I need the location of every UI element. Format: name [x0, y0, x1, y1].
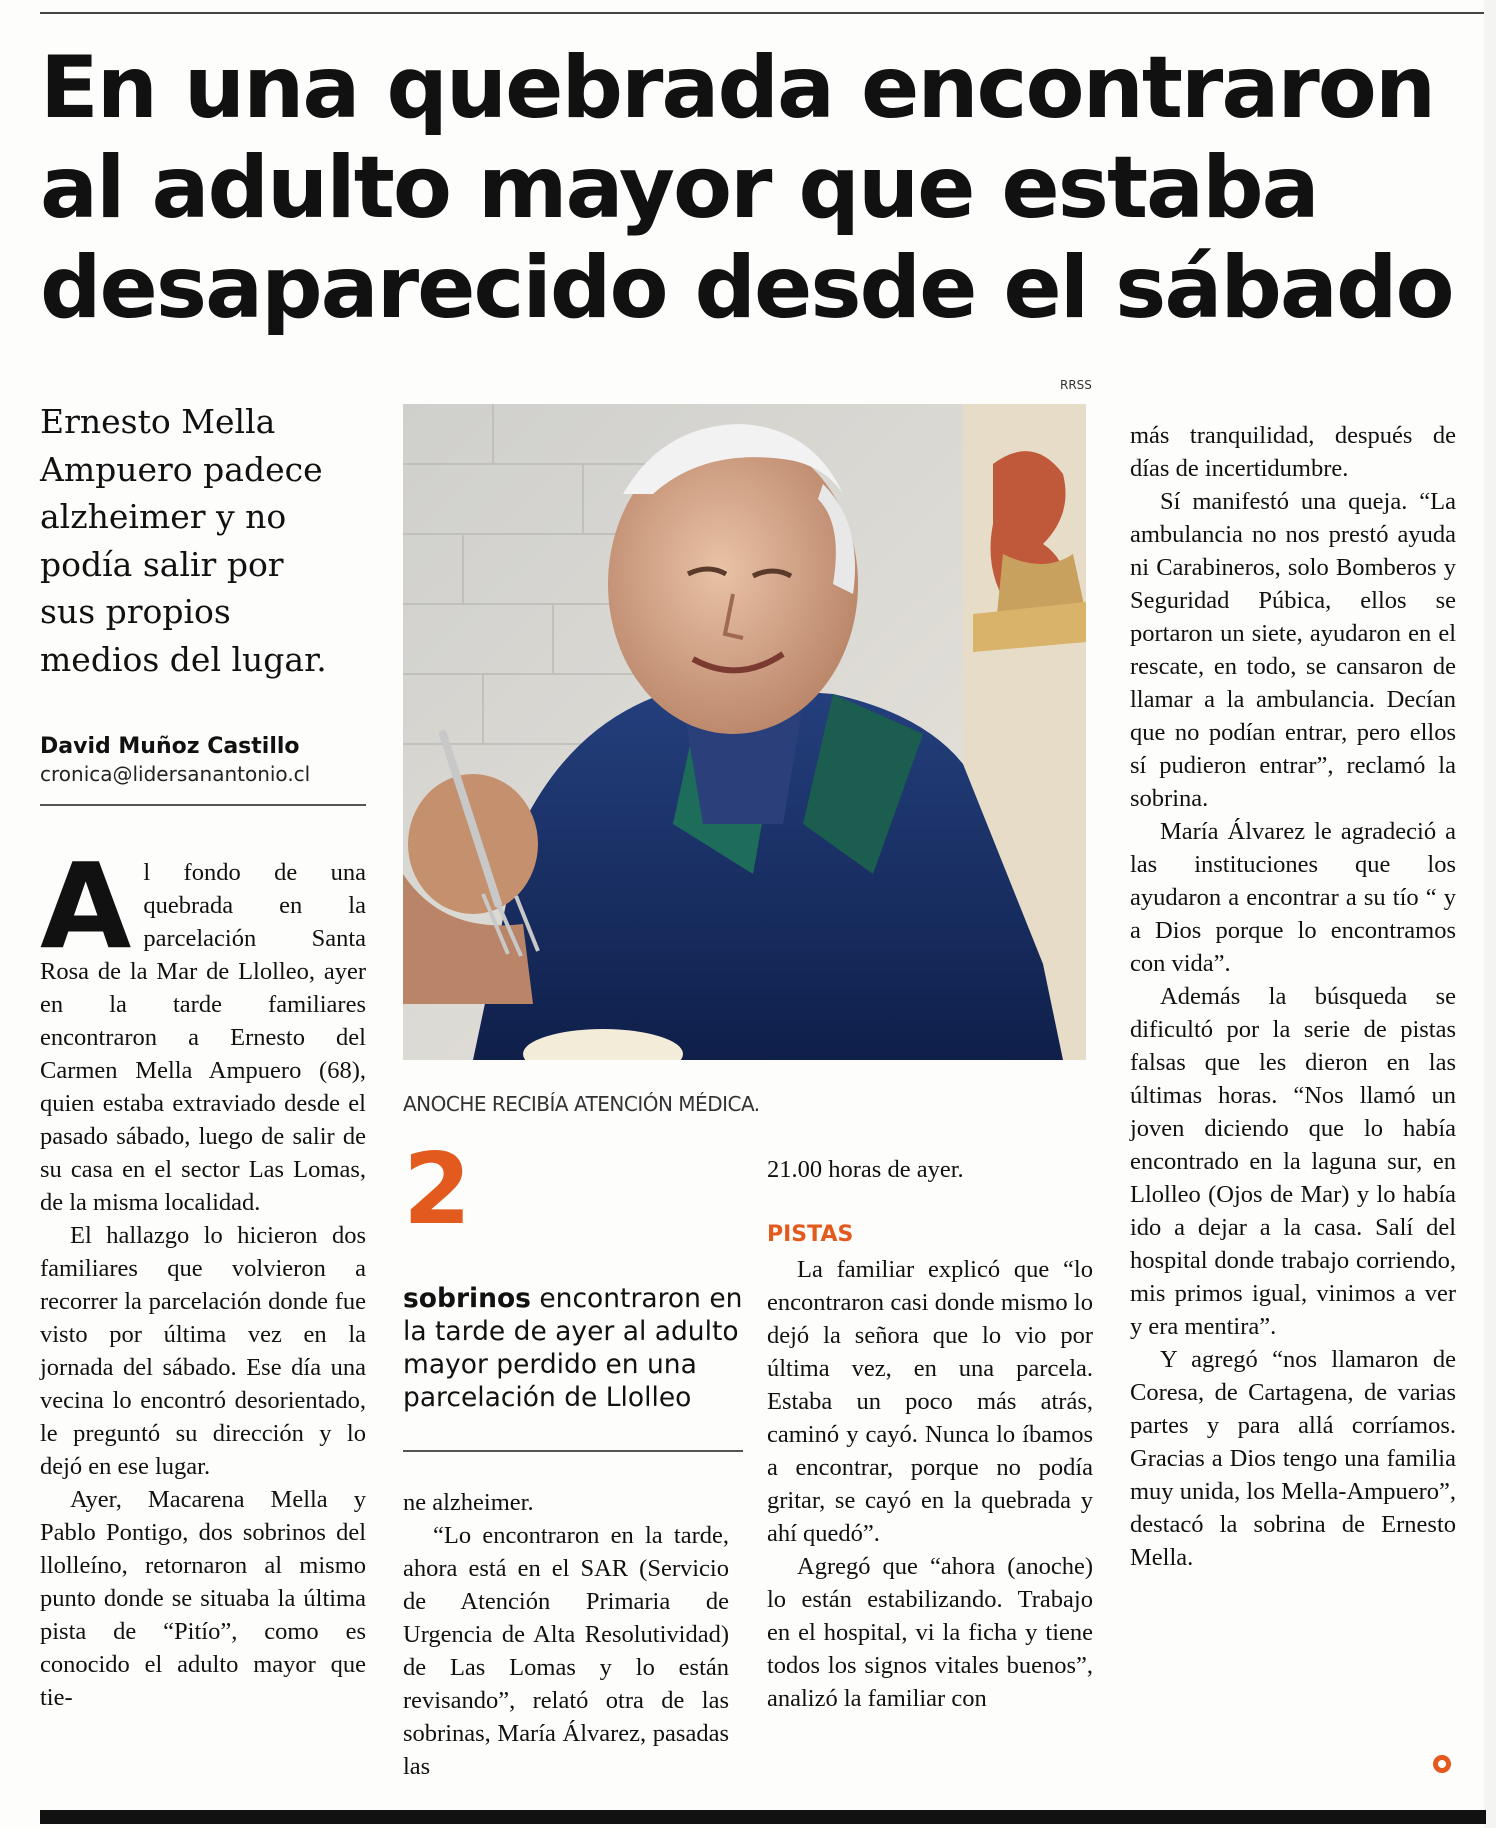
fact-description: encontraron en la tarde de ayer al adulto mayor perdido en una parcelación de Llolleo [403, 1283, 743, 1413]
paragraph: Sí manifestó una queja. “La ambulancia no nos prestó ayuda ni Carabineros, solo Bomberos y Seguridad Púbica, ellos se portaron un siete, ayudaron en el rescate, en todo, se cansaron de llamar a la ambulancia. Decían que no podían entrar, pero ellos sí pudieron entrar”, reclamó la sobrina. [1130, 488, 1456, 812]
article-photo [403, 404, 1086, 1060]
paragraph: más tranquilidad, después de días de incertidumbre. [1130, 422, 1456, 482]
top-rule [40, 12, 1496, 14]
bottom-rule [40, 1810, 1486, 1824]
deck-summary [40, 398, 380, 683]
fact-divider [403, 1450, 743, 1452]
paragraph: Agregó que “ahora (anoche) lo están estabilizando. Trabajo en el hospital, vi la ficha y tiene todos los signos vitales buenos”, analizó la familiar con [767, 1553, 1093, 1712]
body-column-2 [403, 1486, 729, 1783]
photo-caption: ANOCHE RECIBÍA ATENCIÓN MÉDICA. [403, 1092, 760, 1116]
end-of-article-icon [1433, 1755, 1451, 1773]
body-column-3 [767, 1153, 1093, 1186]
drop-cap: A [40, 837, 132, 975]
fact-number: 2 [403, 1133, 472, 1247]
paragraph: Y agregó “nos llamaron de Coresa, de Cartagena, de varias partes y para allá corríamos. Gracias a Dios tengo una familia muy unida, los Mella-Ampuero”, destacó la sobrina de Ernesto Mella. [1130, 1346, 1456, 1571]
paragraph: “Lo encontraron en la tarde, ahora está en el SAR (Servicio de Atención Primaria de Urgencia de Alta Resolutividad) de Las Lomas y lo están revisando”, relató otra de las sobrinas, María Álvarez, pasadas las [403, 1522, 729, 1780]
paragraph: La familiar explicó que “lo encontraron casi donde mismo lo dejó la señora que lo vio por última vez, en una parcela. Estaba un poco más atrás, caminó y cayó. Nunca lo íbamos a encontrar, porque no podía gritar, se cayó en la quebrada y ahí quedó”. [767, 1256, 1093, 1547]
deck-line: sus propios [40, 592, 231, 631]
paragraph [40, 837, 366, 1219]
headline-line-3: desaparecido desde el sábado [40, 238, 1453, 338]
headline [40, 38, 1460, 338]
photo-credit: RRSS [1060, 378, 1092, 392]
paragraph: 21.00 horas de ayer. [767, 1156, 964, 1183]
fact-highlight: sobrinos [403, 1283, 531, 1314]
deck-line: medios del lugar. [40, 639, 327, 679]
paragraph-text: l fondo de una quebrada en la parcelación Santa Rosa de la Mar de Llolleo, ayer en la tarde familiares encontraron a Ernesto del Carmen Mella Ampuero (68), quien estaba extraviado desde el pasado sábado, luego de salir de su casa en el sector Las Lomas, de la misma localidad. [40, 859, 366, 1216]
headline-line-2: al adulto mayor que estaba [40, 138, 1318, 238]
deck-line: podía salir por [40, 544, 284, 584]
deck-line: Ampuero padece [40, 449, 323, 489]
body-column-3-continued [767, 1253, 1093, 1715]
paragraph: Además la búsqueda se dificultó por la serie de pistas falsas que les dieron en las últimas horas. “Nos llamó un joven diciendo que lo había encontrado en la laguna sur, en Llolleo (Ojos de Mar) y lo había ido a dejar a la casa. Salí del hospital donde trabajo corriendo, mis primos igual, vinimos a ver y era mentira”. [1130, 983, 1456, 1340]
page-edge [1484, 0, 1496, 1828]
deck-line: alzheimer y no [40, 497, 287, 536]
subheading-pistas: PISTAS [767, 1222, 854, 1247]
headline-line-1: En una quebrada encontraron [40, 38, 1435, 138]
paragraph: El hallazgo lo hicieron dos familiares que volvieron a recorrer la parcelación donde fue visto por última vez en la jornada del sábado. Ese día una vecina lo encontró desorientado, le preguntó su dirección y lo dejó en ese lugar. [40, 1222, 366, 1480]
deck-line: Ernesto Mella [40, 402, 276, 441]
byline-email: cronica@lidersanantonio.cl [40, 762, 311, 786]
paragraph: Ayer, Macarena Mella y Pablo Pontigo, dos sobrinos del llolleíno, retornaron al mismo punto donde se situaba la última pista de “Pitío”, como es conocido el adulto mayor que tie- [40, 1486, 366, 1711]
byline-divider [40, 804, 366, 806]
body-column-1 [40, 837, 366, 1714]
byline-author: David Muñoz Castillo [40, 734, 300, 759]
paragraph: ne alzheimer. [403, 1489, 534, 1516]
paragraph: María Álvarez le agradeció a las instituciones que los ayudaron a encontrar a su tío “ y a Dios porque lo encontramos con vida”. [1130, 818, 1456, 977]
fact-text [403, 1282, 743, 1414]
photo-elderly-man [403, 404, 1086, 1060]
body-column-4 [1130, 419, 1456, 1574]
